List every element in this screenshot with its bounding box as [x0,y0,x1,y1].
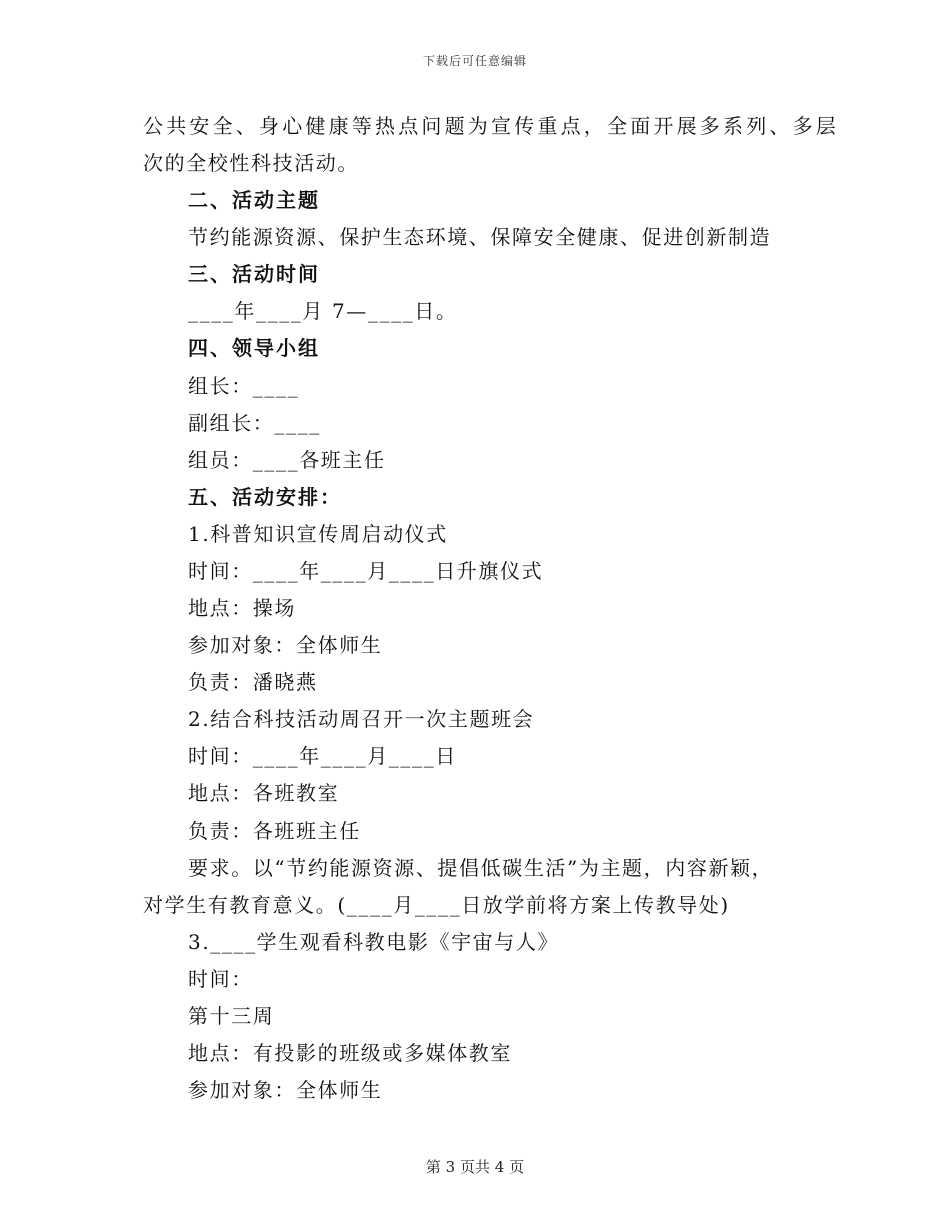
intro-line-2: 次的全校性科技活动。 [143,151,359,175]
item-3-title: 3.____学生观看科教电影《宇宙与人》 [188,930,560,954]
page-header: 下载后可任意编辑 [422,54,527,68]
item-3-audience: 参加对象：全体师生 [188,1078,383,1102]
page-footer: 第 3 页共 4 页 [425,1158,525,1176]
section-2-text: 节约能源资源、保护生态环境、保障安全健康、促进创新制造 [188,225,772,249]
item-1-place: 地点：操场 [188,596,296,620]
item-1-owner: 负责：潘晓燕 [188,670,318,694]
leader-line: 组长：____ [188,374,300,398]
section-2-title: 二、活动主题 [188,188,320,212]
item-2-place: 地点：各班教室 [188,781,340,805]
section-3-text: ____年____月 7—____日。 [188,299,458,323]
item-1-audience: 参加对象：全体师生 [188,633,383,657]
item-2-time: 时间：____年____月____日 [188,744,457,768]
item-3-time-value: 第十三周 [188,1004,275,1028]
item-3-time-label: 时间： [188,967,253,991]
item-2-requirement-line-2: 对学生有教育意义。(____月____日放学前将方案上传教导处) [143,893,730,917]
section-5-title: 五、活动安排： [188,485,342,509]
section-4-title: 四、领导小组 [188,336,320,360]
item-2-title: 2.结合科技活动周召开一次主题班会 [188,707,535,731]
item-3-place: 地点：有投影的班级或多媒体教室 [188,1041,512,1065]
members-line: 组员：____各班主任 [188,448,386,472]
item-1-time: 时间：____年____月____日升旗仪式 [188,559,544,583]
item-2-owner: 负责：各班班主任 [188,819,361,843]
intro-line-1: 公共安全、身心健康等热点问题为宣传重点，全面开展多系列、多层 [143,114,839,138]
item-2-requirement-line-1: 要求。以“节约能源资源、提倡低碳生活”为主题，内容新颖， [188,856,774,880]
item-1-title: 1.科普知识宣传周启动仪式 [188,522,448,546]
vice-leader-line: 副组长：____ [188,411,321,435]
section-3-title: 三、活动时间 [188,262,320,286]
